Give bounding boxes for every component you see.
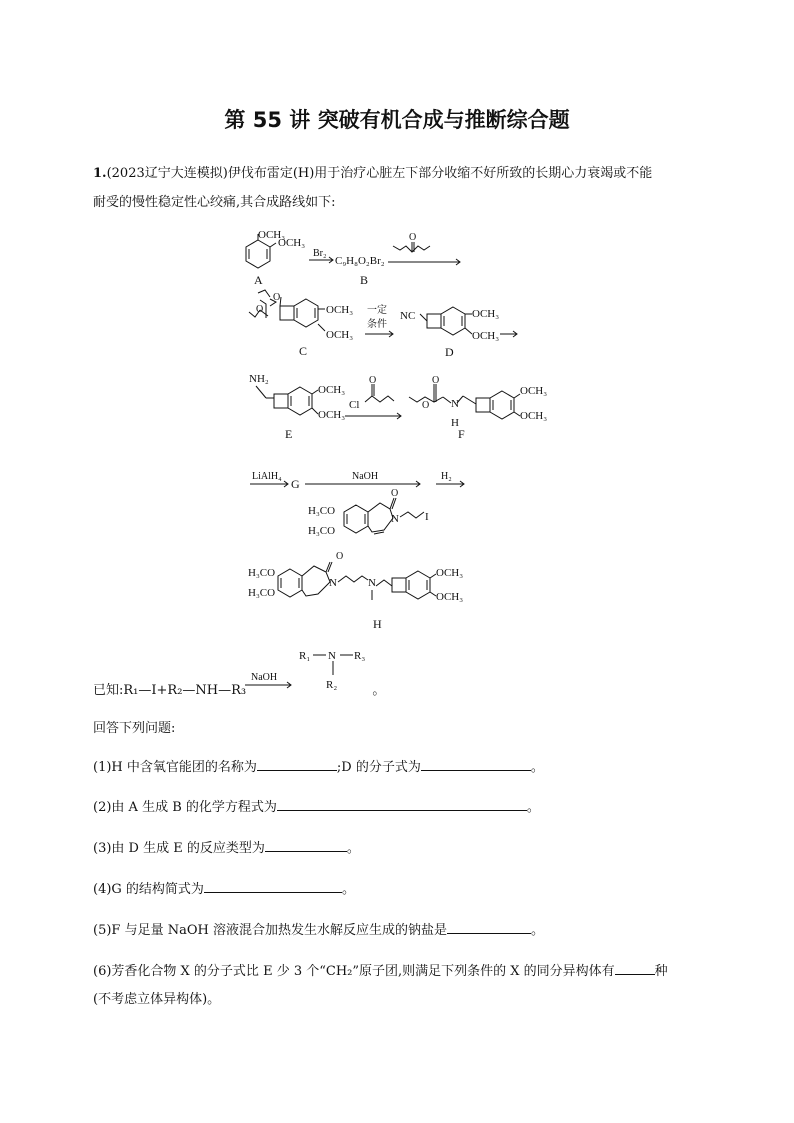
known-product-r2: R₂ [326, 679, 338, 691]
intermediate-n: N [391, 513, 399, 525]
compound-f-ome1: OCH₃ [520, 385, 548, 397]
compound-e-ome2: OCH₃ [318, 409, 346, 421]
sub-question-6: (6)芳香化合物 X 的分子式比 E 少 3 个“CH₂”原子团,则满足下列条件的 X 的同分异构体有 种 [93, 964, 668, 979]
compound-e-nh2: NH₂ [249, 373, 269, 385]
intermediate-o: O [391, 488, 399, 499]
answer-blank-1a[interactable] [257, 758, 337, 771]
compound-h-ome2: OCH₃ [436, 591, 464, 603]
known-reagent: NaOH [251, 672, 278, 683]
label-d: D [445, 345, 454, 359]
compound-c-o1: O [273, 292, 281, 303]
compound-f-h: H [451, 417, 459, 429]
reagent-naoh: NaOH [352, 471, 379, 482]
question-1-intro-line-2: 耐受的慢性稳定性心绞痛,其合成路线如下: [93, 195, 336, 210]
compound-c-o2: O [256, 304, 264, 315]
answer-blank-2[interactable] [277, 798, 527, 811]
answer-blank-1b[interactable] [421, 758, 531, 771]
known-product-r1: R₁ [299, 650, 311, 662]
answer-prompt: 回答下列问题: [93, 721, 176, 736]
sub-question-3: (3)由 D 生成 E 的反应类型为 。 [93, 841, 360, 856]
compound-h-n1: N [329, 577, 337, 589]
sub-question-6-cont: (不考虑立体异构体)。 [93, 992, 221, 1007]
compound-f-ome2: OCH₃ [520, 410, 548, 422]
label-b: B [360, 273, 369, 287]
known-product-n: N [328, 650, 336, 662]
intermediate-i: I [425, 511, 429, 523]
compound-d-nc: NC [400, 310, 416, 322]
label-a: A [254, 273, 263, 287]
page-title: 第 55 讲 突破有机合成与推断综合题 [224, 108, 570, 132]
condition-c-d-2: 条件 [367, 319, 387, 330]
question-1-intro-line-1: 1.(2023辽宁大连模拟)伊伐布雷定(H)用于治疗心脏左下部分收缩不好所致的长期心力衰竭或不能 [93, 166, 653, 181]
answer-blank-3[interactable] [265, 839, 347, 852]
reagent-br2: Br₂ [313, 248, 327, 259]
label-f: F [458, 427, 465, 441]
condition-c-d-1: 一定 [367, 305, 387, 316]
answer-blank-6[interactable] [615, 962, 655, 975]
compound-e-ome1: OCH₃ [318, 384, 346, 396]
answer-blank-4[interactable] [204, 880, 342, 893]
compound-h-n2: N [368, 577, 376, 589]
known-reaction: 已知:R₁—I+R₂—NH—R₃ 。 [93, 683, 386, 698]
compound-c-ome1: OCH₃ [326, 304, 354, 316]
compound-a-ome1: OCH₃ [258, 229, 286, 241]
sub-question-2: (2)由 A 生成 B 的化学方程式为 。 [93, 800, 540, 815]
compound-h-meo2: H₃CO [248, 587, 276, 599]
label-e: E [285, 427, 293, 441]
compound-d-ome1: OCH₃ [472, 308, 500, 320]
label-h: H [373, 617, 382, 631]
reagent-h2: H₂ [441, 471, 452, 482]
reagent-o: O [369, 375, 377, 386]
known-product-r3: R₃ [354, 650, 366, 662]
compound-h-ome1: OCH₃ [436, 567, 464, 579]
answer-blank-5[interactable] [447, 921, 531, 934]
compound-a-ome2: OCH₃ [278, 237, 306, 249]
intermediate-meo2: H₃CO [308, 525, 336, 537]
label-c: C [299, 344, 308, 358]
compound-h-meo1: H₃CO [248, 567, 276, 579]
question-source: (2023辽宁大连模拟) [106, 166, 228, 181]
sub-question-5: (5)F 与足量 NaOH 溶液混合加热发生水解反应生成的钠盐是 。 [93, 923, 544, 938]
reagent-cl: Cl [349, 399, 360, 411]
compound-d-ome2: OCH₃ [472, 330, 500, 342]
compound-f-o2: O [422, 400, 430, 411]
compound-h-o: O [336, 551, 344, 562]
reagent-lialh4: LiAlH₄ [252, 471, 282, 482]
sub-question-1: (1)H 中含氧官能团的名称为 ;D 的分子式为 。 [93, 760, 544, 775]
compound-f-o1: O [432, 375, 440, 386]
compound-c-ome2: OCH₃ [326, 329, 354, 341]
sub-question-4: (4)G 的结构简式为 。 [93, 882, 355, 897]
label-g: G [291, 477, 300, 491]
ketene-o: O [409, 232, 417, 243]
question-number: 1. [93, 166, 107, 181]
compound-f-n: N [451, 398, 459, 410]
intermediate-meo1: H₃CO [308, 505, 336, 517]
formula-b: C₉H₈O₂Br₂ [335, 255, 385, 267]
